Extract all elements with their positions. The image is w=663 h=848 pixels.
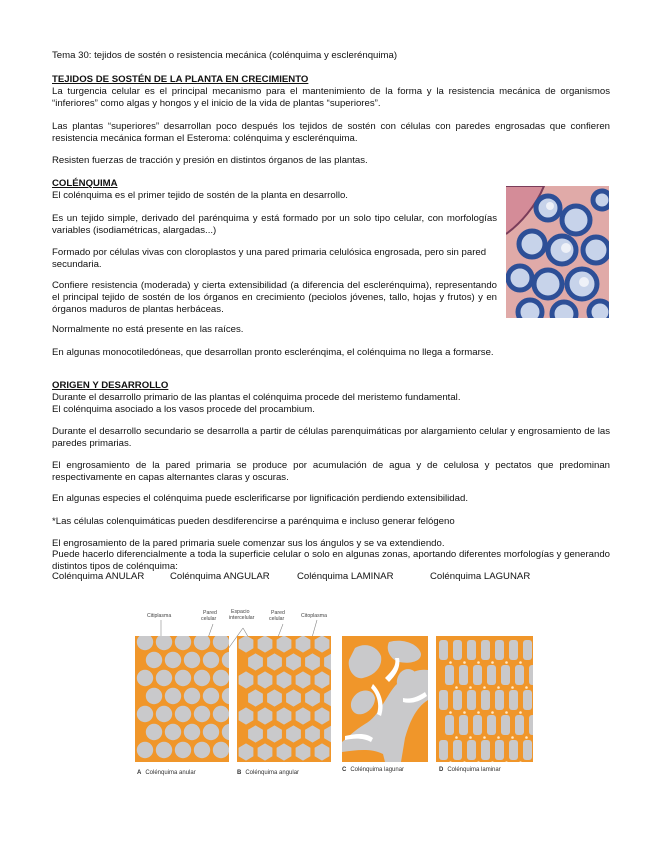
cell-shape [146,652,162,668]
cell-shape [213,706,229,722]
svg-text:DColénquima laminar [439,767,501,773]
cell-shape [519,711,522,714]
svg-text:BColénquima angular [237,770,299,776]
cell-shape [194,670,210,686]
cell-shape [533,661,535,664]
colenquima-micrograph [506,186,609,318]
cell-shape [203,652,219,668]
cell-shape [525,736,528,739]
cell-shape [222,688,238,704]
cell-shape [505,761,508,764]
cell-shape [467,690,476,710]
cell-shape [497,736,500,739]
cell-shape [213,670,229,686]
paragraph: La turgencia celular es el principal mecanismo para el mantenimiento de la forma y la resistencia mecánica de organismos “inferiores” como algas y hongos y el inicio de la vida de plantas “superiores”. [52,86,610,110]
cell-shape [137,634,153,650]
panel-caption-a: Colénquima anular [145,770,196,776]
panel-angular [237,635,339,762]
cell-shape [473,665,482,685]
label-citoplasma: Citoplasma [301,613,327,619]
cell-shape [213,634,229,650]
cell-shape [165,724,181,740]
label-citiplasma: Citiplasma [147,613,172,619]
cell-shape [505,711,508,714]
colenquima-types-figure [133,608,535,780]
cell-shape [509,640,518,660]
cell-shape [459,665,468,685]
cell-shape [525,686,528,689]
label-pared-1: Pared [203,610,217,616]
cell-shape [203,724,219,740]
paragraph: El colénquima es el primer tejido de sostén de la planta en desarrollo. [52,190,348,201]
cell-shape [439,640,448,660]
cell-shape [156,634,172,650]
cell-shape [529,665,535,685]
cell-shape [222,724,238,740]
cell-shape [483,686,486,689]
cell-shape [184,652,200,668]
cell-shape [194,706,210,722]
cell-shape [222,652,238,668]
cell-shape [483,736,486,739]
cell-shape [473,715,482,735]
panel-caption-b: Colénquima angular [245,770,300,776]
paragraph: En algunas especies el colénquima puede esclerificarse por lignificación perdiendo extensibilidad. [52,493,468,504]
cell-shape [175,742,191,758]
cell-shape [175,706,191,722]
cell-shape [455,736,458,739]
cell-shape [445,665,454,685]
cell-shape [137,742,153,758]
cell-shape [156,742,172,758]
cell-shape [477,711,480,714]
cell-shape [511,736,514,739]
panel-laminar [436,636,535,764]
cell-shape [533,711,535,714]
cell-shape [146,724,162,740]
cell-shape [481,640,490,660]
paragraph: Las plantas “superiores” desarrollan poco después los tejidos de sostén con células con paredes engrosadas que confieren resistencia mecánica forman el Esteroma: colénquima y esclerénquima. [52,121,610,145]
paragraph: Durante el desarrollo secundario se desarrolla a partir de células parenquimáticas por alargamiento celular y engrosamiento de las paredes primarias. [52,426,610,450]
cell-shape [477,661,480,664]
cell-shape [519,661,522,664]
cell-shape [175,634,191,650]
cell-shape [463,661,466,664]
panel-caption-d: Colénquima laminar [447,767,501,773]
cell-shape [467,640,476,660]
panel-anular [135,634,238,762]
paragraph: Resisten fuerzas de tracción y presión en distintos órganos de las plantas. [52,155,368,166]
cell-shape [449,661,452,664]
cell-shape [156,670,172,686]
cell-shape [439,690,448,710]
cell-shape [453,640,462,660]
paragraph: Normalmente no está presente en las raíces. [52,324,244,335]
label-espacio: Espacio [231,609,250,615]
cell-shape [533,761,535,764]
svg-text:CColénquima lagunar [342,767,404,773]
cell-shape [523,640,532,660]
section-heading-sosten: TEJIDOS DE SOSTÉN DE LA PLANTA EN CRECIMIENTO [52,74,309,85]
type-laminar: Colénquima LAMINAR [297,571,394,582]
cell-shape [509,740,518,760]
cell-shape [529,715,535,735]
panel-letter-a: A [137,770,142,776]
colenquima-types-list [52,571,612,583]
section-heading-colenquima: COLÉNQUIMA [52,178,118,189]
svg-text:AColénquima anular [137,770,196,776]
cell-shape [481,690,490,710]
cell-shape [523,740,532,760]
cell-shape [439,740,448,760]
cell-shape [487,665,496,685]
paragraph: En algunas monocotiledóneas, que desarrollan pronto esclerénqima, el colénquima no llega a formarse. [52,347,494,358]
cell-shape [509,690,518,710]
label-pared-1b: celular [201,616,217,622]
paragraph: El engrosamiento de la pared primaria suele comenzar sus los ángulos y se va extendiendo. [52,538,445,549]
cell-shape [213,742,229,758]
cell-shape [165,652,181,668]
cell-shape [449,761,452,764]
section-heading-origen: ORIGEN Y DESARROLLO [52,380,169,391]
cell-shape [497,686,500,689]
label-pared-2: Pared [271,610,285,616]
cell-shape [519,761,522,764]
paragraph: Es un tejido simple, derivado del parénquima y está formado por un solo tipo celular, con morfologías variables (isodiamétricas, alargadas...) [52,213,497,237]
cell-shape [146,688,162,704]
paragraph: Formado por células vivas con cloroplastos y una pared primaria celulósica engrosada, pero sin pared secundaria. [52,247,487,271]
cell-shape [491,711,494,714]
type-anular: Colénquima ANULAR [52,571,145,582]
cell-shape [165,688,181,704]
cell-shape [491,761,494,764]
cell-shape [445,715,454,735]
cell-shape [469,686,472,689]
cell-shape [137,706,153,722]
paragraph: El engrosamiento de la pared primaria se produce por acumulación de agua y de celulosa y pectatos que predominan respectivamente en capas alternantes claras y oscuras. [52,460,610,484]
cell-shape [184,688,200,704]
cell-shape [469,736,472,739]
cell-shape [505,661,508,664]
doc-title: Tema 30: tejidos de sostén o resistencia mecánica (colénquima y esclerénquima) [52,50,398,61]
cell-shape [491,661,494,664]
cell-shape [459,715,468,735]
panel-caption-c: Colénquima lagunar [350,767,405,773]
paragraph: Confiere resistencia (moderada) y cierta extensibilidad (a diferencia del esclerénquima), representando el principal tejido de sostén de los órganos en crecimiento (peciolos jóvenes, tallo, hojas y frutos) y en órganos maduros de plantas herbáceas. [52,280,497,316]
cell-shape [487,715,496,735]
cell-shape [495,640,504,660]
type-angular: Colénquima ANGULAR [170,571,270,582]
cell-shape [495,690,504,710]
cell-shape [194,634,210,650]
panel-lagunar [342,636,428,762]
cell-shape [515,715,524,735]
cell-shape [481,740,490,760]
cell-shape [156,706,172,722]
cell-shape [477,761,480,764]
paragraph: Durante el desarrollo primario de las plantas el colénquima procede del meristemo fundamental. [52,392,461,403]
cell-shape [175,670,191,686]
cell-shape [453,690,462,710]
cell-shape [194,742,210,758]
cell-shape [203,688,219,704]
type-lagunar: Colénquima LAGUNAR [430,571,531,582]
panel-letter-b: B [237,770,242,776]
cell-shape [455,686,458,689]
panel-letter-c: C [342,767,347,773]
paragraph: El colénquima asociado a los vasos procede del procambium. [52,404,315,415]
cell-shape [511,686,514,689]
cell-shape [523,690,532,710]
cell-shape [515,665,524,685]
cell-shape [501,665,510,685]
cell-shape [495,740,504,760]
cell-shape [453,740,462,760]
label-pared-2b: celular [269,616,285,622]
cell-shape [463,761,466,764]
cell-shape [449,711,452,714]
label-espacio-b: intercelular [229,615,255,621]
cell-shape [184,724,200,740]
paragraph: *Las células colenquimáticas pueden desdiferencirse a parénquima e incluso generar felógeno [52,516,455,527]
panel-letter-d: D [439,767,444,773]
cell-shape [467,740,476,760]
cell-shape [137,670,153,686]
cell-shape [501,715,510,735]
cell-shape [463,711,466,714]
paragraph: Puede hacerlo diferencialmente a toda la superficie celular o solo en algunas zonas, aportando diferentes morfologías y generando distintos tipos de colénquima: [52,549,610,573]
